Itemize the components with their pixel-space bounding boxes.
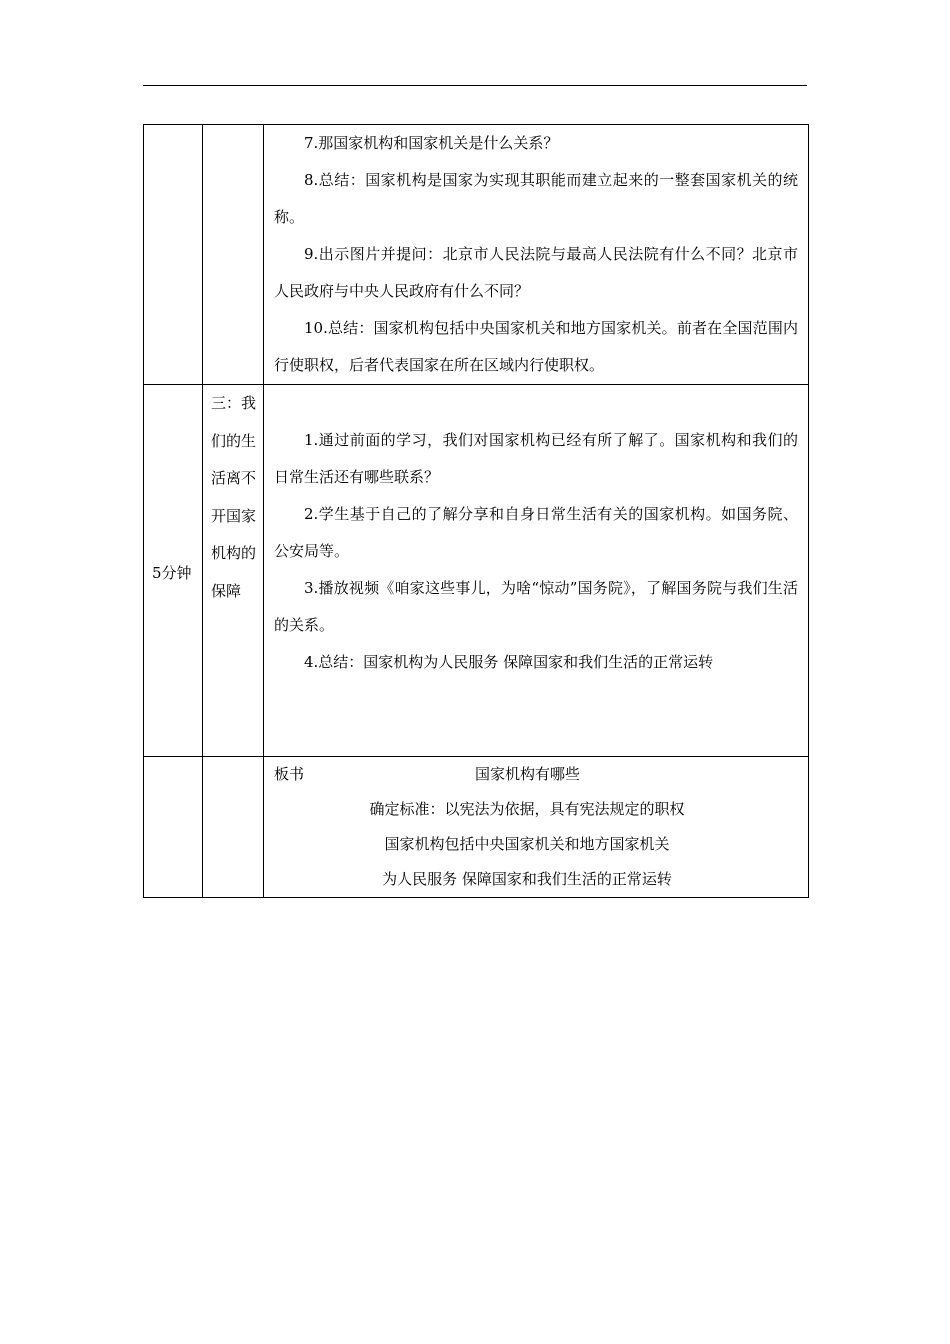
activity-paragraph: 4.总结：国家机构为人民服务 保障国家和我们生活的正常运转 — [304, 653, 714, 671]
time-text: 5分钟 — [152, 563, 192, 582]
time-cell — [144, 385, 203, 757]
activity-paragraph: 1.通过前面的学习，我们对国家机构已经有所了解了。国家机构和我们的日常生活还有哪些联系？ — [274, 431, 798, 486]
section-title: 三：我们的生活离不开国家机构的保障 — [211, 394, 257, 600]
activity-paragraph: 8.总结：国家机构是国家为实现其职能而建立起来的一整套国家机关的统称。 — [274, 171, 798, 226]
blackboard-line: 国家机构包括中央国家机关和地方国家机关 — [384, 835, 670, 853]
blackboard-header — [274, 757, 808, 792]
blackboard-label: 板书 — [274, 765, 305, 783]
activity-paragraph: 2.学生基于自己的了解分享和自身日常生活有关的国家机构。如国务院、公安局等。 — [274, 505, 798, 560]
time-cell — [144, 757, 203, 898]
activity-paragraph: 9.出示图片并提问：北京市人民法院与最高人民法院有什么不同？北京市人民政府与中央人民政府有什么不同？ — [274, 245, 798, 300]
blackboard-title: 国家机构有哪些 — [475, 765, 581, 783]
table-row — [144, 125, 809, 385]
table-row — [144, 757, 809, 898]
activity-cell — [264, 385, 809, 757]
blackboard-plan — [264, 757, 808, 897]
activity-cell — [264, 125, 809, 385]
lesson-plan-table — [143, 124, 809, 898]
blackboard-line: 为人民服务 保障国家和我们生活的正常运转 — [382, 870, 672, 888]
header-rule — [143, 85, 807, 86]
table-row — [144, 385, 809, 757]
section-cell — [203, 125, 264, 385]
section-cell — [203, 385, 264, 757]
time-cell — [144, 125, 203, 385]
section-cell — [203, 757, 264, 898]
activity-paragraph: 10.总结：国家机构包括中央国家机关和地方国家机关。前者在全国范围内行使职权，后者代表国家在所在区域内行使职权。 — [274, 319, 798, 374]
blackboard-line: 确定标准：以宪法为依据，具有宪法规定的职权 — [369, 800, 685, 818]
activity-paragraph: 3.播放视频《咱家这些事儿，为啥“惊动”国务院》，了解国务院与我们生活的关系。 — [274, 579, 798, 634]
activity-paragraph: 7.那国家机构和国家机关是什么关系？ — [304, 134, 559, 152]
blackboard-cell — [264, 757, 809, 898]
